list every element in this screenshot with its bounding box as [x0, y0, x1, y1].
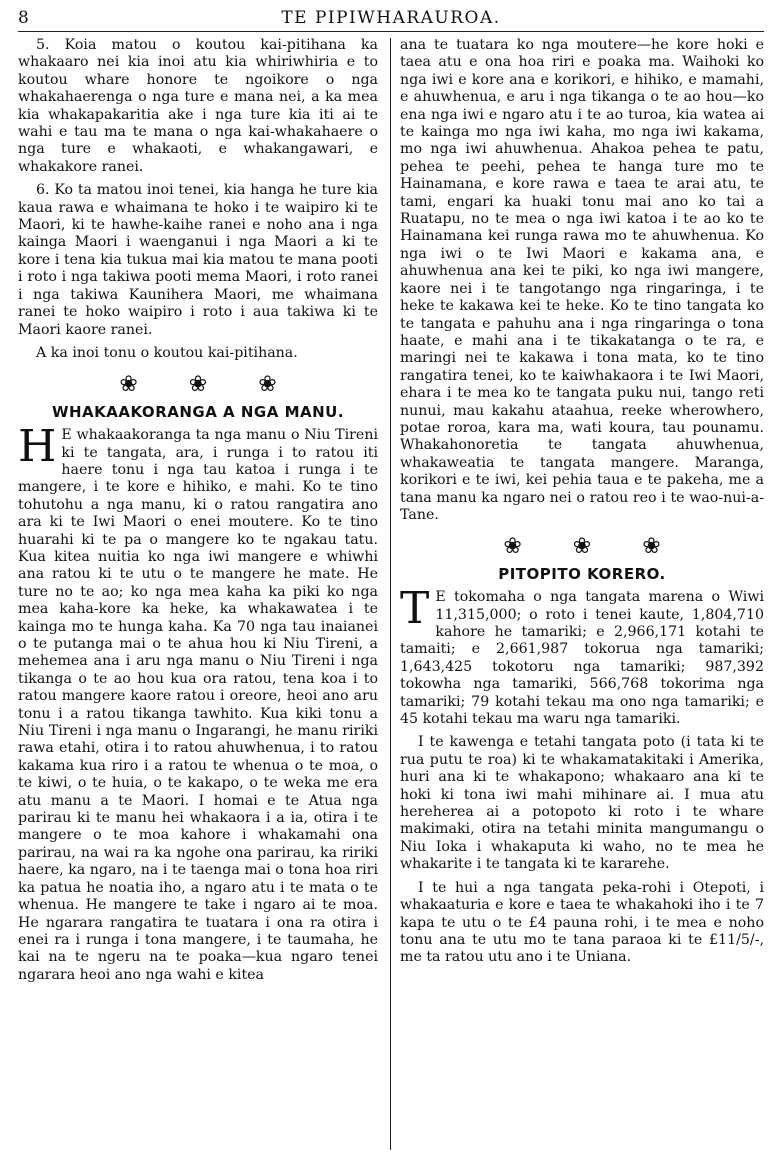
- running-title: TE PIPIWHARAUROA.: [281, 8, 501, 28]
- section-heading-birds: WHAKAAKORANGA A NGA MANU.: [51, 402, 345, 421]
- column-divider: [390, 38, 391, 1150]
- news-paragraph-2: I te kawenga e tetahi tangata poto (i tata ki te rua putu te roa) ki te whakamatakitaki i Amerika, huri ana ki te whakapono; whakaaro ana ki te hoki ki tona iwi mahi mihinare ai. I mua atu hereherea ai a potopoto ki roto i te whare makimaki, otira na tetahi minita mangumangu o Niu Ioka i whakaputa ki waho, no te mea he whakarite i te tangata ki te kararehe.: [400, 734, 764, 873]
- petition-paragraph-5: 5. Koia matou o koutou kai-pitihana ka whakaaro nei kia inoi atu kia whiriwhiria e to koutou whare honore te ngoikore o nga whakahaerenga o nga ture e mana nei, a ka mea kia whakapakaritia ake i nga ture kia iti ai te wahi e tau ma te mana o nga kai-whakahaere o nga ture e whakaoti, e whakangawari, e whakakore ranei.: [18, 37, 378, 175]
- article-birds-continued: ana te tuatara ko nga moutere—he kore hoki e taea atu e ona hoa riri e poaka ma. Waihoki ko nga iwi e kore ana e korikori, e hihiko, e mamahi, e ahuwhenua, e aru i nga tikanga o te ao hou—ko ena nga iwi e ngaro atu i te ao turoa, kia watea ai te kainga mo nga iwi kaha, mo nga iwi kakama, mo nga iwi ahuwhenua. Ahakoa pehea te patu, pehea te peehi, pehea te hanga ture mo te Hainamana, e kore rawa e taea te arai atu, te tami, engari ka huaki tonu mai ano ko tai a Ruatapu, no te mea o nga iwi katoa i te ao ko te Hainamana kei runga rawa mo te ahuwhenua. Ko nga iwi o te Iwi Maori e kakama ana, e ahuwhenua ana kei te piki, ko nga iwi mangere, kaore nei i te tangotango nga ringaringa, i te heke te kakawa kei te heke. Ko te tino tangata ko te tangata e pahuhu ana i nga ringaringa o tona haate, e mahi ana i te tikakatanga o te ra, e maringi nei te kakawa i tona mata, ko te tino rangatira tenei, ko te kaiwhakaora i te Iwi Maori, ehara i te mea ko te tangata puku nui, tango reti nunui, mau kakahu ataahua, reeke wherowhero, potae roroa, kara ma, wati koura, tau pounamu. Whakahonoretia te tangata ahuwhenua, whakaweatia te tangata mangere. Maranga, korikori e te iwi, kei pehia taua e te pakeha, me a tana manu ka ngaro nei o ratou reo i te wao-nui-a-Tane.: [400, 37, 764, 523]
- right-column: [400, 37, 764, 973]
- left-column: [18, 37, 378, 990]
- petition-closing: A ka inoi tonu o koutou kai-pitihana.: [36, 344, 298, 361]
- article-birds-body: [18, 421, 378, 984]
- news-paragraph-3: I te hui a nga tangata peka-rohi i Otepoti, i whakaaturia e kore e taea te whakahoki iho i te 7 kapa te utu o te £4 pauna rohi, i te mea e noho tonu ana te utu mo te tana paraoa ki te £11/5/-, me ta ratou utu ano i te Uniana.: [400, 879, 764, 966]
- page-number: 8: [18, 8, 29, 28]
- header-rule: [18, 31, 764, 32]
- dropcap-letter: H: [18, 421, 57, 473]
- dropcap-letter: T: [400, 583, 430, 635]
- petition-paragraph-6: 6. Ko ta matou inoi tenei, kia hanga he ture kia kaua rawa e whaimana te hoko i te waipiro ki te Maori, ki te hawhe-kaihe ranei e noho ana i nga kainga Maori i waenganui i nga Maori a ki te kore i tena kia tukua mai kia matou te mana pooti i roto i nga takiwa pooti mema Maori, i roto ranei i nga takiwa Kaunihera Maori, me whaimana ranei te hoko waipiro i roto i aua takiwa ki te Maori kaore ranei.: [18, 182, 378, 338]
- section-heading-news: PITOPITO KORERO.: [498, 564, 666, 583]
- flower-ornament-icon: ❀ ❀ ❀: [119, 372, 299, 398]
- flower-ornament-icon: ❀ ❀ ❀: [503, 534, 683, 560]
- page-header: [18, 6, 764, 34]
- article-birds-text: E whakaakoranga ta nga manu o Niu Tireni ki te tangata, ara, i runga i to ratou iti haere tonu i nga tau katoa i runga i te mangere, i te kore e hihiko, e mahi. Ko te tino tohutohu a nga manu, ki o ratou rangatira ano ara ki te Iwi Maori o enei moutere. Ko te tino huarahi ki te pa o mangere ko te ngakau tatu. Kua kitea nuitia ko nga iwi mangere e whiwhi ana ratou ki te utu o te mangere he mate. He ture no te ao; ko nga mea kaha ka piki ko nga mea kaha-kore ka heke, ka whakawatea i te kainga mo te hunga kaha. Ka 70 nga tau inaianei o te putanga mai o te ahua hou ki Niu Tireni, a mehemea ana i aru nga manu o Niu Tireni i nga tikanga o te ao hou kua ora ratou, tena koa i to ratou mangere kaore ratou i oreore, heoi ano aru tonu i a ratou tikanga tawhito. Kua kiki tonu a Niu Tireni i nga manu o Ingarangi, he manu ririki rawa etahi, otira i to ratou ahuwhenua, i to ratou kakama kua riro i a ratou te whenua o te moa, o te kiwi, o te huia, o te kakapo, o te weka me era atu manu a te Maori. I homai e te Atua nga parirau ki te manu hei whakaora i a ia, otira i te mangere o te moa kahore i whakamahi ona parirau, na wai ra ka ngohe ona parirau, ka ririki haere, ka ngaro, na i te taenga mai o tona hoa riri ka patua he noatia iho, a ngaro atu i te mata o te whenua. He mangere te take i ngaro ai te moa. He ngarara rangatira te tuatara i ona ra otira i enei ra i runga i tona mangere, i te taumaha, he kai na te ngeru na te poaka—kua ngaro tenei ngarara heoi ano nga wahi e kitea: [18, 427, 378, 983]
- news-paragraph-1: [400, 583, 764, 728]
- news-paragraph-1-text: E tokomaha o nga tangata marena o Wiwi 11,315,000; o roto i tenei kaute, 1,804,710 kahore he tamariki; e 2,966,171 kotahi te tamaiti; e 2,661,987 tokorua nga tamariki; 1,643,425 tokotoru nga tamariki; 987,392 tokowha nga tamariki, 566,768 tokorima nga tamariki; 79 kotahi tekau ma ono nga tamariki; e 45 kotahi tekau ma waru nga tamariki.: [400, 589, 764, 728]
